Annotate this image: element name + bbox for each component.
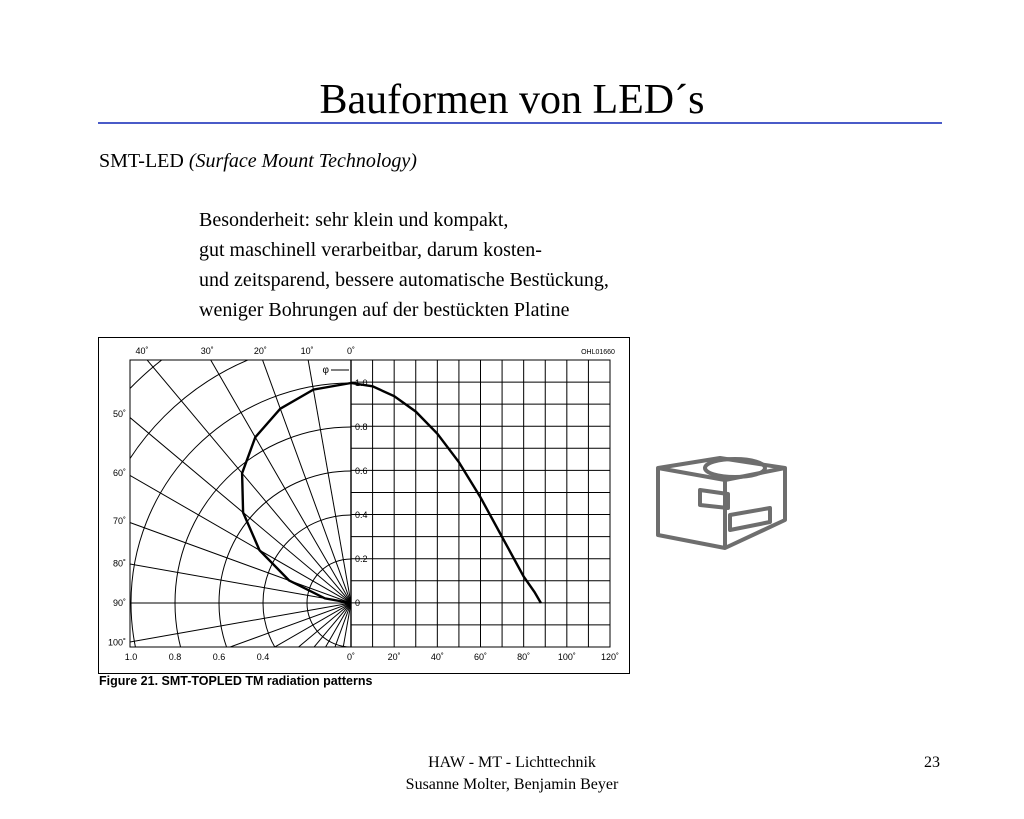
polar-angle-label: 90˚ — [112, 598, 126, 608]
slide-title: Bauformen von LED´s — [319, 77, 705, 123]
radius-label: 0.4 — [256, 652, 270, 662]
body-line: Besonderheit: sehr klein und kompakt, — [199, 209, 509, 231]
polar-angle-label: 0˚ — [346, 346, 356, 356]
y-tick-label: 0.6 — [355, 466, 368, 476]
figure-code: OHL01660 — [581, 349, 615, 356]
body-line: und zeitsparend, bessere automatische Bestückung, — [199, 269, 609, 291]
slide-subtitle — [99, 148, 417, 174]
x-tick-label: 120˚ — [600, 652, 620, 662]
polar-angle-label: 10˚ — [300, 346, 314, 356]
footer-authors: Susanne Molter, Benjamin Beyer — [405, 776, 619, 793]
subtitle-italic: (Surface Mount Technology) — [188, 150, 417, 172]
radius-label: 0.6 — [212, 652, 226, 662]
subtitle-plain: SMT-LED — [99, 150, 189, 172]
y-tick-label: 0.4 — [355, 510, 368, 520]
x-tick-label: 80˚ — [517, 652, 531, 662]
polar-angle-label: 60˚ — [112, 468, 126, 479]
smt-led-icon — [650, 450, 795, 565]
x-tick-label: 40˚ — [430, 652, 444, 662]
page-number: 23 — [924, 754, 940, 771]
polar-angle-label: 50˚ — [112, 409, 126, 420]
radiation-pattern-chart — [98, 337, 630, 674]
polar-angle-label: 30˚ — [200, 346, 214, 356]
radiation-pattern-figure — [98, 337, 630, 679]
body-line: gut maschinell verarbeitbar, darum kosten- — [199, 239, 542, 261]
y-tick-label: 0 — [355, 598, 361, 608]
radius-label: 0.8 — [168, 652, 182, 662]
body-line: weniger Bohrungen auf der bestückten Platine — [199, 299, 570, 321]
x-tick-label: 0˚ — [346, 652, 356, 662]
radius-label: 1.0 — [124, 652, 138, 662]
x-tick-label: 100˚ — [557, 652, 576, 662]
body-text — [199, 205, 609, 325]
polar-angle-label: 80˚ — [112, 558, 126, 569]
polar-angle-label: 20˚ — [253, 346, 267, 356]
title-rule — [98, 122, 942, 124]
y-tick-label: 0.8 — [355, 422, 368, 432]
polar-angle-label: 70˚ — [112, 516, 126, 527]
footer-course: HAW - MT - Lichttechnik — [428, 754, 596, 771]
x-tick-label: 60˚ — [473, 652, 488, 662]
polar-angle-label: 100˚ — [107, 637, 126, 648]
y-tick-label: 1.0 — [355, 378, 368, 388]
phi-label: φ — [322, 365, 329, 376]
polar-angle-label: 40˚ — [135, 346, 149, 356]
x-tick-label: 20˚ — [387, 652, 401, 662]
footer — [0, 752, 1024, 796]
figure-caption: Figure 21. SMT-TOPLED TM radiation patterns — [99, 674, 373, 688]
y-tick-label: 0.2 — [355, 554, 368, 564]
